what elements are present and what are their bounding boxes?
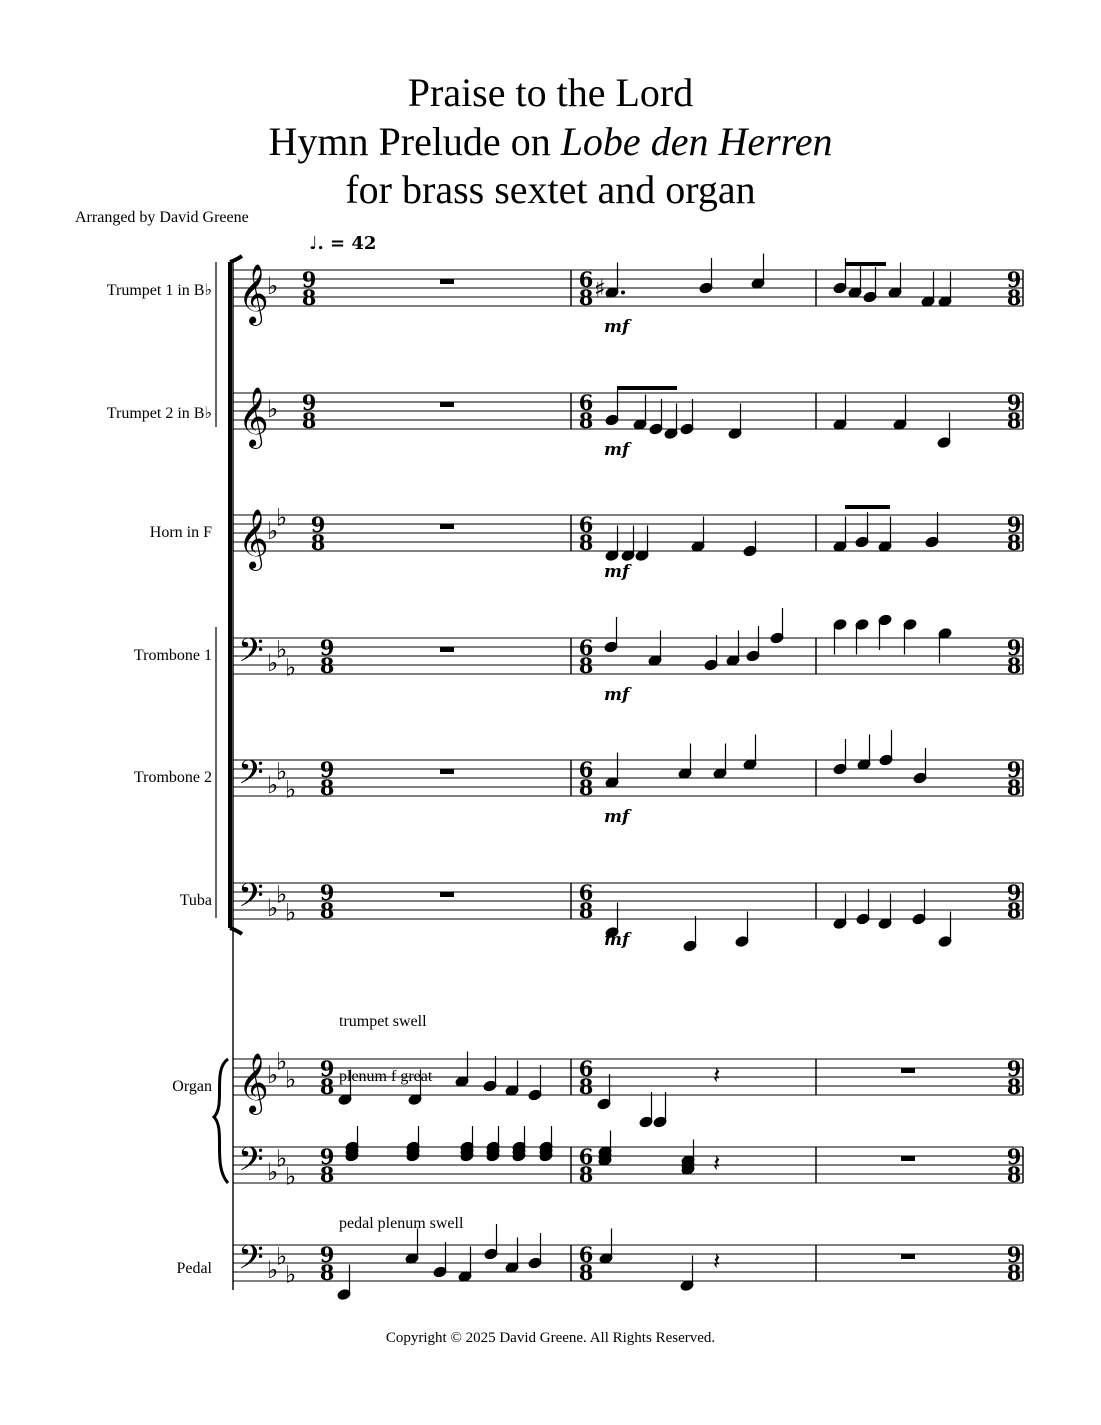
- staff-6-key-flat: ♭: [267, 894, 279, 922]
- staff-6-key-flat: ♭: [276, 880, 288, 909]
- tpt2-dynamic: mf: [604, 440, 630, 460]
- rest-m1-staff-2: [440, 402, 454, 407]
- staff-1-key-flat: ♭: [267, 272, 279, 300]
- staff-8-time-den: 8: [1006, 1162, 1022, 1187]
- label-trombone-2: Trombone 2: [133, 769, 212, 786]
- rest-m3-staff-9: [901, 1254, 915, 1259]
- rest-m2-staff-9: 𝄽: [713, 1247, 721, 1275]
- staff-3-time-num: 6: [578, 512, 594, 537]
- staff-2-time-den: 8: [1006, 408, 1022, 433]
- label-trumpet-2: Trumpet 2 in B♭: [106, 405, 212, 422]
- tuba-dynamic: mf: [604, 930, 630, 950]
- rest-m3-staff-8: [901, 1156, 915, 1161]
- label-trumpet-1: Trumpet 1 in B♭: [106, 282, 212, 299]
- staff-5-bass-clef: 𝄢: [238, 754, 264, 800]
- organ-upper-registration: trumpet swell: [339, 1013, 427, 1030]
- staff-9-time-den: 8: [578, 1260, 594, 1285]
- staff-1-time-num: 9: [1006, 267, 1022, 292]
- staff-2-time-den: 8: [301, 408, 317, 433]
- staff-6-key-flat: ♭: [285, 898, 297, 927]
- label-organ: Organ: [172, 1078, 212, 1095]
- title-line-1: Praise to the Lord: [407, 70, 694, 115]
- rest-m1-staff-3: [440, 524, 454, 529]
- staff-4-time-num: 6: [578, 635, 594, 660]
- staff-5-time-den: 8: [578, 775, 594, 800]
- staff-4-time-num: 9: [1006, 635, 1022, 660]
- staff-7-time-den: 8: [319, 1074, 335, 1099]
- staff-8-key-flat: ♭: [285, 1162, 297, 1191]
- label-tuba: Tuba: [179, 892, 212, 909]
- staff-5-time-num: 9: [319, 757, 335, 782]
- staff-3-treble-clef: 𝄞: [238, 509, 269, 569]
- staff-2-key-flat: ♭: [267, 395, 279, 423]
- staff-2-time-num: 9: [1006, 390, 1022, 415]
- tbn1-dynamic: mf: [604, 685, 630, 705]
- staff-7-key-flat: ♭: [276, 1047, 288, 1076]
- staff-9-key-flat: ♭: [285, 1260, 297, 1289]
- staff-2-time-num: 9: [301, 390, 317, 415]
- staff-3-time-den: 8: [1006, 530, 1022, 555]
- staff-8-time-num: 6: [578, 1144, 594, 1169]
- organ-brace: [214, 1059, 228, 1183]
- staff-4-time-den: 8: [578, 653, 594, 678]
- staff-3-key-flat: ♭: [267, 517, 279, 545]
- staff-7-key-flat: ♭: [267, 1061, 279, 1089]
- rest-m1-staff-5: [440, 769, 454, 774]
- staff-5-key-flat: ♭: [276, 757, 288, 786]
- rest-m1-staff-6: [440, 892, 454, 897]
- rest-m1-staff-4: [440, 647, 454, 652]
- staff-8-time-den: 8: [319, 1162, 335, 1187]
- tpt1-sharp: ♯: [594, 275, 606, 303]
- staff-8-key-flat: ♭: [267, 1158, 279, 1186]
- staff-9-time-num: 9: [1006, 1242, 1022, 1267]
- staff-9-bass-clef: 𝄢: [238, 1239, 264, 1285]
- staff-2-time-den: 8: [578, 408, 594, 433]
- staff-4-time-num: 9: [319, 635, 335, 660]
- staff-5-time-den: 8: [319, 775, 335, 800]
- staff-6-time-den: 8: [319, 898, 335, 923]
- label-pedal: Pedal: [176, 1260, 212, 1277]
- staff-4-bass-clef: 𝄢: [238, 632, 264, 678]
- staff-4-key-flat: ♭: [276, 635, 288, 664]
- staff-4-key-flat: ♭: [267, 649, 279, 677]
- staff-3-time-num: 9: [1006, 512, 1022, 537]
- staff-9-time-den: 8: [319, 1260, 335, 1285]
- staff-8-time-num: 9: [1006, 1144, 1022, 1169]
- staff-4-time-den: 8: [1006, 653, 1022, 678]
- staff-9-key-flat: ♭: [276, 1242, 288, 1271]
- staff-systems: [233, 264, 1023, 1289]
- staff-8-bass-clef: 𝄢: [238, 1141, 264, 1187]
- title-line-2-italic: Lobe den Herren: [560, 119, 833, 164]
- pedal-registration: pedal plenum swell: [339, 1215, 464, 1232]
- staff-5-time-num: 9: [1006, 757, 1022, 782]
- staff-3-time-num: 9: [310, 512, 326, 537]
- rest-m2-staff-7: 𝄽: [713, 1061, 721, 1089]
- staff-6-time-den: 8: [578, 898, 594, 923]
- staff-3-key-flat: ♭: [276, 503, 288, 532]
- staff-1-time-den: 8: [1006, 285, 1022, 310]
- title-line-3: for brass sextet and organ: [345, 167, 756, 212]
- staff-4-key-flat: ♭: [285, 653, 297, 682]
- staff-1-time-num: 6: [578, 267, 594, 292]
- label-horn: Horn in F: [149, 524, 212, 541]
- staff-2-treble-clef: 𝄞: [238, 387, 269, 447]
- staff-7-key-flat: ♭: [285, 1065, 297, 1094]
- staff-1-treble-clef: 𝄞: [238, 264, 269, 324]
- staff-9-key-flat: ♭: [267, 1256, 279, 1284]
- staff-6-time-num: 6: [578, 880, 594, 905]
- staff-7-time-num: 9: [319, 1056, 335, 1081]
- hn-dynamic: mf: [604, 562, 630, 582]
- tpt1-m2-n1-dot: [621, 291, 625, 295]
- staff-3-time-den: 8: [310, 530, 326, 555]
- staff-1-time-num: 9: [301, 267, 317, 292]
- copyright-notice: Copyright © 2025 David Greene. All Rights Reserved.: [385, 1330, 716, 1346]
- organ-lower-registration: plenum f great: [339, 1068, 433, 1085]
- title-line-2-prefix: Hymn Prelude on: [268, 119, 561, 164]
- rest-m2-staff-8: 𝄽: [713, 1149, 721, 1177]
- staff-1-time-den: 8: [578, 285, 594, 310]
- rest-m1-staff-1: [440, 279, 454, 284]
- staff-6-time-num: 9: [1006, 880, 1022, 905]
- staff-7-time-num: 9: [1006, 1056, 1022, 1081]
- staff-8-key-flat: ♭: [276, 1144, 288, 1173]
- staff-7-treble-clef: 𝄞: [238, 1053, 269, 1113]
- staff-5-key-flat: ♭: [267, 771, 279, 799]
- arranger-credit: Arranged by David Greene: [75, 209, 249, 226]
- staff-8-time-den: 8: [578, 1162, 594, 1187]
- staff-9-time-num: 6: [578, 1242, 594, 1267]
- label-trombone-1: Trombone 1: [133, 647, 212, 664]
- staff-4-time-den: 8: [319, 653, 335, 678]
- staff-6-time-den: 8: [1006, 898, 1022, 923]
- brass-bracket: [230, 256, 242, 934]
- staff-5-time-num: 6: [578, 757, 594, 782]
- staff-1-time-den: 8: [301, 285, 317, 310]
- staff-6-bass-clef: 𝄢: [238, 877, 264, 923]
- tpt1-dynamic: mf: [604, 317, 630, 337]
- staff-3-time-den: 8: [578, 530, 594, 555]
- staff-6-time-num: 9: [319, 880, 335, 905]
- staff-5-time-den: 8: [1006, 775, 1022, 800]
- staff-7-time-den: 8: [578, 1074, 594, 1099]
- rest-m3-staff-7: [901, 1068, 915, 1073]
- staff-7-time-num: 6: [578, 1056, 594, 1081]
- tempo-marking: ♩. = 42: [309, 233, 377, 254]
- staff-7-time-den: 8: [1006, 1074, 1022, 1099]
- staff-8-time-num: 9: [319, 1144, 335, 1169]
- tbn2-dynamic: mf: [604, 807, 630, 827]
- staff-2-time-num: 6: [578, 390, 594, 415]
- staff-9-time-den: 8: [1006, 1260, 1022, 1285]
- staff-5-key-flat: ♭: [285, 775, 297, 804]
- staff-9-time-num: 9: [319, 1242, 335, 1267]
